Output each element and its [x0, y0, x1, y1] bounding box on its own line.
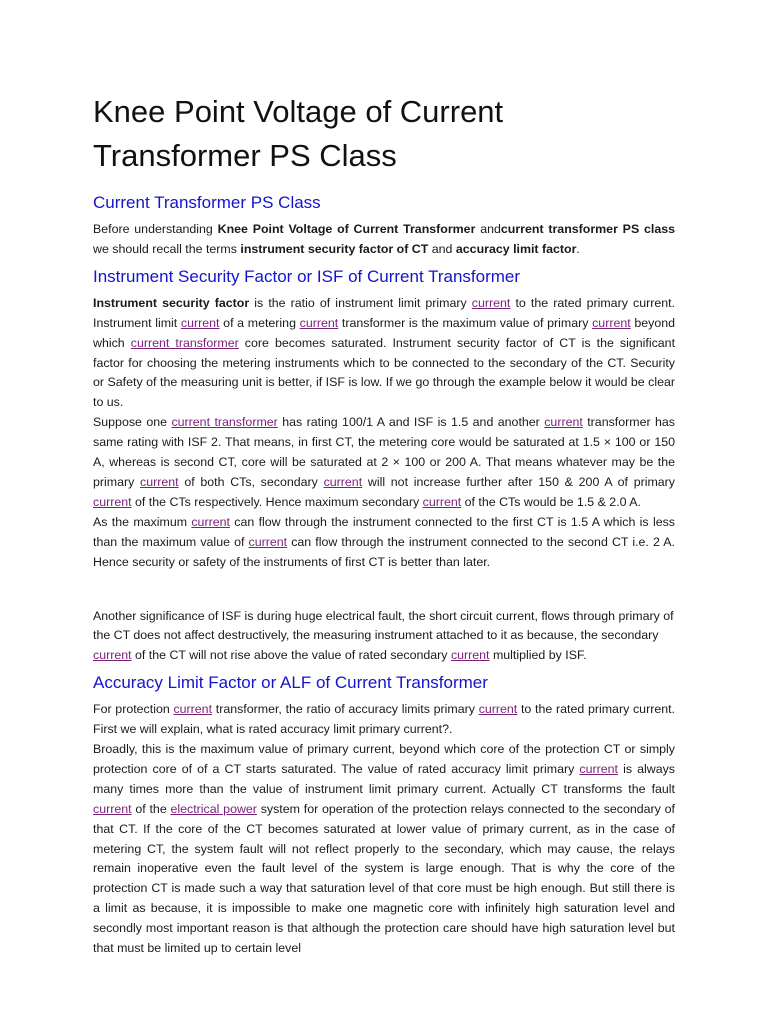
section-heading-ps-class: Current Transformer PS Class — [93, 193, 321, 212]
text-run: to the rated primary current. Instrument limit — [93, 295, 675, 330]
text-run: and — [428, 241, 456, 256]
text-run: will not increase further after 150 & 200 A of primary — [362, 474, 676, 489]
link-current[interactable]: current — [93, 801, 132, 816]
link-current[interactable]: current — [478, 702, 518, 717]
paragraph-alf-definition — [93, 700, 675, 740]
article-body — [93, 90, 675, 959]
bold-term: instrument security factor of CT — [240, 241, 429, 256]
paragraph-isf-conclusion — [93, 513, 675, 573]
link-current[interactable]: current — [323, 474, 363, 489]
text-run: has rating 100/1 A and ISF is 1.5 and another — [277, 415, 545, 430]
text-run: and — [475, 222, 501, 236]
paragraph-alf-explanation — [93, 740, 675, 959]
text-run: Suppose one — [93, 415, 172, 430]
text-run: beyond which — [93, 315, 676, 350]
text-run: is the ratio of instrument limit primary — [249, 295, 472, 310]
link-current[interactable]: current — [191, 514, 230, 529]
link-current[interactable]: current — [450, 648, 490, 663]
text-run: system for operation of the protection relays connected to the secondary of that CT. If the core of the CT becomes saturated at lower value of primary current, as in the case of metering CT, the system fault will not reflect properly to the secondary, which may cause, the relays remain inoperative even the fault level of the system is large enough. That is why the core of the protection CT is made such a way that saturation level of that core must be high enough. But still there is a limit as because, it is impossible to make one magnetic core with infinitely high saturation level and secondly most important reason is that although the protection care should have high saturation level but that must be limited up to certain level — [93, 801, 675, 956]
link-current[interactable]: current — [544, 415, 583, 430]
link-current[interactable]: current — [579, 761, 618, 776]
link-current[interactable]: current — [140, 474, 179, 489]
link-current[interactable]: current — [173, 702, 213, 717]
paragraph-isf-significance — [93, 607, 675, 667]
text-run: Another significance of ISF is during huge electrical fault, the short circuit current, flows through primary of the CT does not affect destructively, the measuring instrument attached to it as because, the secondary — [93, 608, 674, 643]
text-run: of the CTs would be 1.5 & 2.0 A. — [461, 494, 641, 509]
section-heading-isf: Instrument Security Factor or ISF of Current Transformer — [93, 266, 521, 286]
text-run: to the rated primary current. First we will explain, what is rated accuracy limit primary current?. — [93, 702, 675, 737]
text-run: can flow through the instrument connected to the first CT is 1.5 A which is less than the maximum value of — [93, 514, 675, 549]
link-current[interactable]: current — [592, 315, 631, 330]
text-run: Before understanding — [93, 222, 218, 236]
text-run: of the — [131, 801, 171, 816]
text-run: of a metering — [219, 315, 300, 330]
text-run: is always many times more than the value of instrument limit primary current. Actually CT transforms the fault — [93, 761, 675, 796]
bold-term: current transformer PS class — [500, 222, 676, 236]
bold-term: Knee Point Voltage of Current Transformer — [217, 222, 476, 236]
text-run: can flow through the instrument connected to the second CT i.e. 2 A. Hence security or safety of the instruments of first CT is better than later. — [93, 534, 675, 569]
section-heading-alf: Accuracy Limit Factor or ALF of Current Transformer — [93, 673, 488, 693]
text-run: Broadly, this is the maximum value of primary current, beyond which core of the protection CT or simply protection core of of a CT starts saturated. The value of rated accuracy limit primary — [93, 742, 675, 776]
page-title-line-1: Knee Point Voltage of Current — [93, 94, 504, 129]
bold-term: accuracy limit factor — [455, 241, 577, 256]
text-run: multiplied by ISF. — [489, 648, 587, 663]
text-run: we should recall the terms — [93, 241, 241, 256]
text-run: core becomes saturated. Instrument security factor of CT is the significant factor for choosing the metering instruments which to be connected to the secondary of the CT. Security or Safety of the measuring unit is better, if ISF is low. If we go through the example below it would be clear to us. — [93, 335, 676, 410]
text-run: of the CTs respectively. Hence maximum secondary — [131, 494, 423, 509]
text-run: transformer, the ratio of accuracy limits primary — [212, 702, 479, 717]
link-current[interactable]: current — [93, 494, 132, 509]
text-run: transformer is the maximum value of primary — [338, 315, 593, 330]
link-current[interactable]: current — [422, 494, 462, 509]
link-current-transformer[interactable]: current transformer — [130, 335, 239, 350]
link-current[interactable]: current — [299, 315, 339, 330]
text-run: As the maximum — [93, 514, 192, 529]
text-run: . — [576, 241, 580, 256]
text-run: For protection — [93, 702, 174, 717]
page-title-line-2: Transformer PS Class — [93, 138, 397, 173]
page-title — [93, 90, 675, 178]
link-electrical-power[interactable]: electrical power — [170, 801, 257, 816]
text-run: transformer has same rating with ISF 2. That means, in first CT, the metering core would be saturated at 1.5 × 100 or 150 A, whereas is second CT, core will be saturated at 2 × 100 or 200 A. That means whatever may be the primary — [93, 415, 675, 489]
link-current[interactable]: current — [248, 534, 288, 549]
link-current-transformer[interactable]: current transformer — [171, 415, 278, 430]
link-current[interactable]: current — [93, 648, 132, 663]
bold-term: Instrument security factor — [93, 295, 250, 310]
paragraph-isf-definition — [93, 294, 675, 413]
paragraph-intro — [93, 220, 675, 260]
text-run: of both CTs, secondary — [178, 474, 324, 489]
paragraph-isf-example — [93, 413, 675, 513]
link-current[interactable]: current — [180, 315, 220, 330]
link-current[interactable]: current — [471, 295, 511, 310]
text-run: of the CT will not rise above the value of rated secondary — [131, 648, 451, 663]
